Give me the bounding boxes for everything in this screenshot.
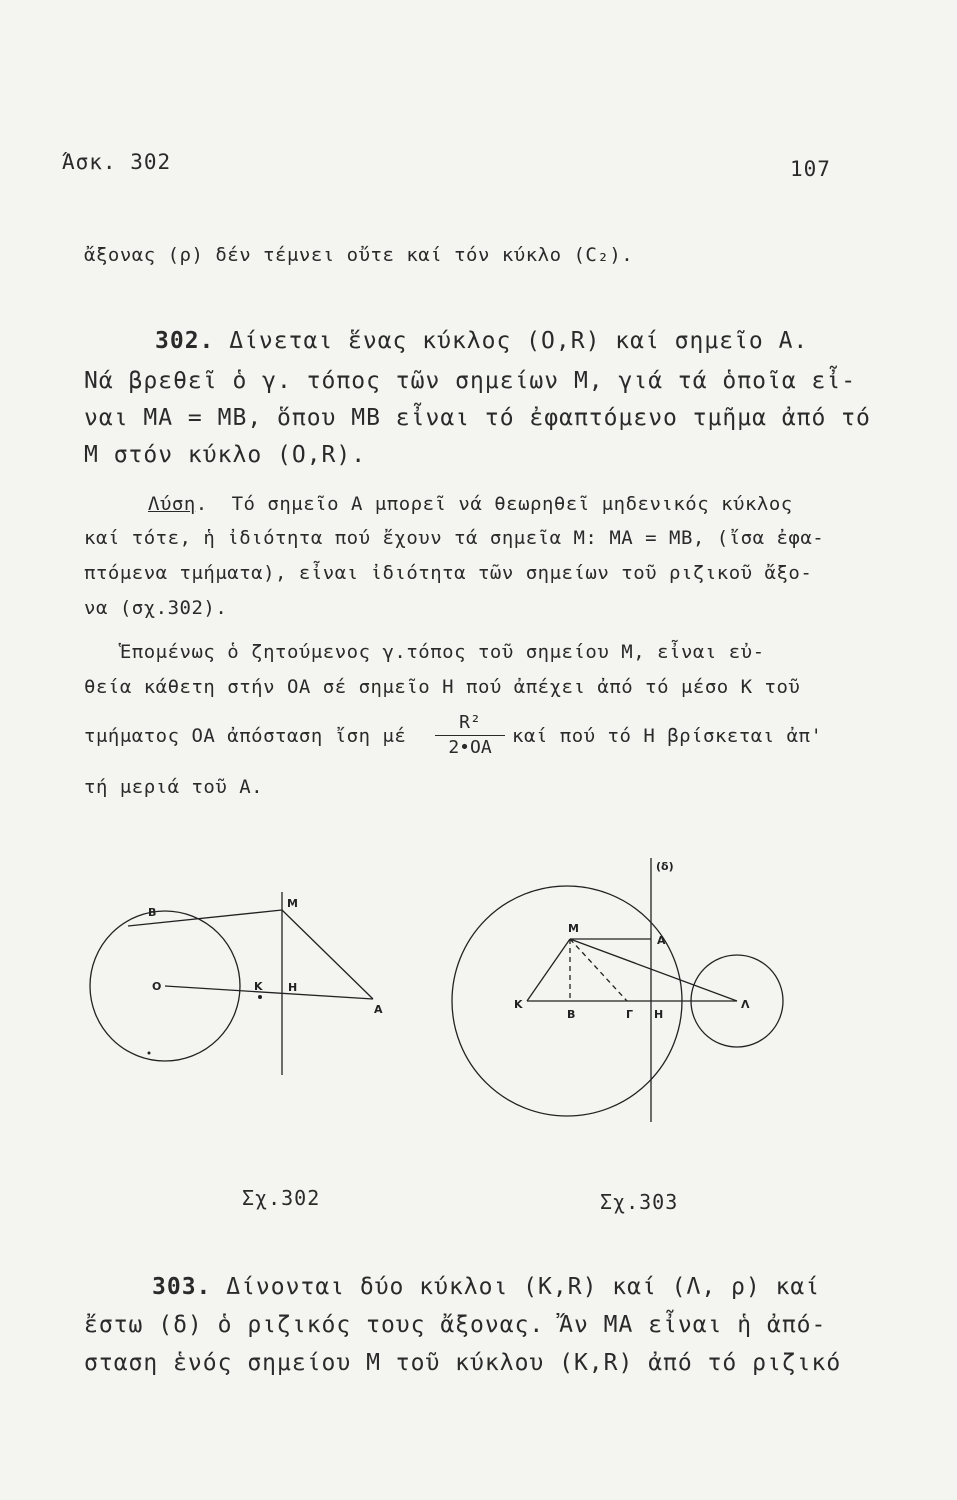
label-a-302: Α — [374, 1003, 383, 1016]
problem-302-line-4: Μ στόν κύκλο (Ο,R). — [84, 442, 367, 468]
label-k-303: Κ — [514, 998, 523, 1011]
figure-302 — [90, 892, 373, 1075]
problem-302-number: 302. — [155, 328, 215, 354]
solution-line-7b: καί πού τό Η βρίσκεται ἀπ' — [512, 725, 823, 747]
segment-oa — [165, 986, 373, 999]
label-b-303: Β — [567, 1008, 576, 1021]
segment-mg — [570, 939, 627, 1001]
caption-fig303: Σχ.303 — [600, 1190, 679, 1214]
fraction-denominator: 2•ΟΑ — [448, 737, 492, 758]
caption-fig302: Σχ.302 — [242, 1186, 321, 1210]
problem-303-line-3: σταση ἑνός σημείου Μ τοῦ κύκλου (Κ,R) ἀπό τό ριζικό — [84, 1350, 842, 1376]
fraction-numerator: R² — [435, 712, 505, 736]
solution-line-7a: τμήματος ΟΑ ἀπόσταση ἴση μέ — [84, 725, 407, 747]
problem-302-line-3: ναι ΜΑ = ΜΒ, ὅπου ΜΒ εἶναι τό ἐφαπτόμενο τμῆμα ἀπό τό — [84, 405, 871, 431]
label-h-303: Η — [654, 1008, 664, 1021]
problem-302-text-1: Δίνεται ἕνας κύκλος (Ο,R) καί σημεῖο Α. — [214, 328, 809, 354]
label-a-303: Α — [657, 934, 666, 947]
solution-line-3: πτόμενα τμήματα), εἶναι ἰδιότητα τῶν σημείων τοῦ ριζικοῦ ἄξο- — [84, 562, 813, 584]
label-g-303: Γ — [626, 1008, 634, 1021]
problem-303-text-1: Δίνονται δύο κύκλοι (Κ,R) καί (Λ, ρ) καί — [211, 1274, 821, 1300]
label-l-303: Λ — [741, 998, 750, 1011]
solution-line-4: να (σχ.302). — [84, 597, 228, 619]
solution-label: Λύση — [148, 493, 196, 515]
problem-303-number: 303. — [152, 1274, 212, 1300]
label-o-302: Ο — [152, 980, 162, 993]
solution-line-5: Ἑπομένως ὁ ζητούμενος γ.τόπος τοῦ σημείου Μ, εἶναι εὐ- — [84, 641, 765, 663]
label-k-302: Κ — [254, 980, 263, 993]
segment-ml — [570, 939, 737, 1001]
solution-line-2: καί τότε, ἡ ἰδιότητα πού ἔχουν τά σημεῖα Μ: ΜΑ = ΜΒ, (ἴσα ἐφα- — [84, 527, 825, 549]
exercise-header: Άσκ. 302 — [62, 150, 172, 174]
page-number: 107 — [790, 157, 831, 181]
segment-mk — [527, 939, 570, 1001]
problem-303-line-2: ἔστω (δ) ὁ ριζικός τους ἄξονας. Ἄν ΜΑ εἶναι ἡ ἀπό- — [84, 1312, 827, 1338]
solution-line-8: τή μεριά τοῦ Α. — [84, 776, 264, 798]
solution-text-1: . Τό σημεῖο Α μπορεῖ νά θεωρηθεῖ μηδενικός κύκλος — [195, 493, 793, 515]
solution-line-6: θεία κάθετη στήν ΟΑ σέ σημεῖο Η πού ἀπέχει ἀπό τό μέσο Κ τοῦ — [84, 676, 801, 698]
label-m-302: Μ — [287, 897, 298, 910]
label-b-302: Β — [148, 906, 157, 919]
label-delta-303: (δ) — [656, 860, 674, 873]
problem-303-line-1 — [152, 1274, 820, 1300]
figure-303 — [452, 858, 783, 1122]
problem-302-line-2: Νά βρεθεῖ ὁ γ. τόπος τῶν σημείων Μ, γιά τά ὁποῖα εἶ- — [84, 368, 857, 394]
point-k-302 — [258, 995, 262, 999]
label-h-302: Η — [288, 981, 298, 994]
continuation-text: ἄξονας (ρ) δέν τέμνει οὔτε καί τόν κύκλο (C₂). — [84, 244, 634, 266]
stray-dot — [148, 1052, 151, 1055]
label-m-303: Μ — [568, 922, 579, 935]
